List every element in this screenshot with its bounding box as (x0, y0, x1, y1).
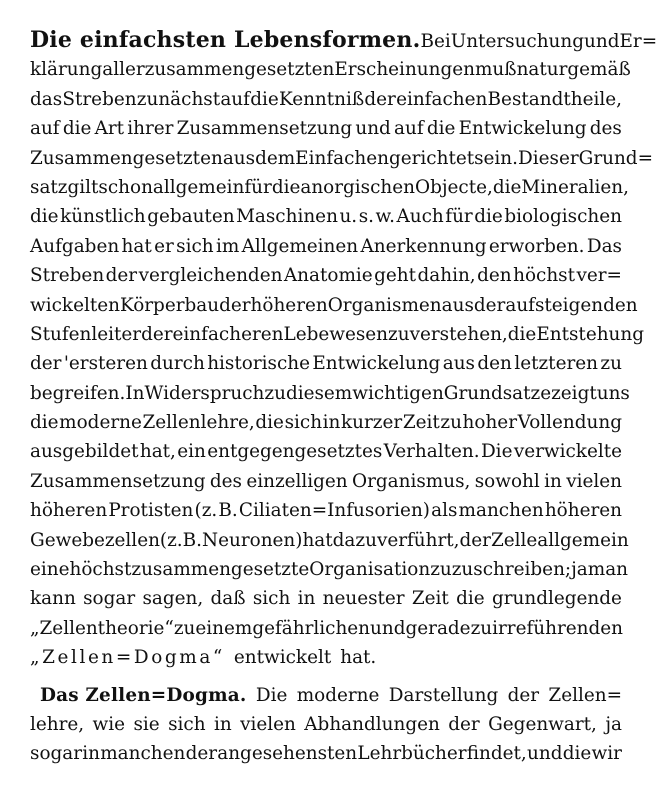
word: und (527, 743, 563, 765)
word: Entwickelung (458, 118, 587, 140)
word: und (584, 31, 620, 52)
word: s. (358, 206, 374, 228)
word: der (219, 294, 251, 316)
text-line (30, 55, 631, 84)
word: Grundsatze (443, 382, 552, 404)
word: zu (264, 382, 286, 404)
word: Neuronen) (202, 529, 303, 551)
word: findet, (466, 743, 527, 765)
word: zu (388, 323, 410, 345)
text-line (30, 681, 622, 710)
word: auf (30, 118, 60, 140)
word: vergleichenden (138, 265, 283, 287)
text-line-last (30, 643, 622, 672)
word: Untersuchung (450, 31, 585, 52)
word: B. (218, 500, 238, 522)
word: einzelligen (246, 470, 348, 492)
word: ein (177, 441, 206, 463)
word: Streben (62, 88, 137, 110)
word: höheren (30, 500, 108, 522)
text-line (30, 291, 638, 320)
word: er (154, 235, 174, 257)
word: Die (255, 684, 288, 706)
word: Streben (30, 265, 105, 287)
word: manchen (100, 743, 186, 765)
word: vielen (240, 713, 296, 735)
word: hat (302, 529, 333, 551)
word: Bestandtheile, (487, 88, 622, 110)
word: schon (98, 176, 153, 198)
word: moderne (296, 684, 380, 706)
word: Einfachen (295, 147, 389, 169)
word: aufsteigenden (505, 294, 638, 316)
word: die (492, 176, 522, 198)
word: Entstehung (536, 323, 645, 345)
word: Vollendung (517, 412, 622, 434)
word: zu (173, 617, 196, 639)
text-line (30, 349, 622, 378)
word: in (322, 412, 341, 434)
word: höheren (250, 294, 328, 316)
word: Zeit (411, 588, 449, 610)
word: geradezu (405, 617, 493, 639)
word: wickelten (30, 294, 120, 316)
paragraph-gap (30, 673, 622, 681)
word: naturgemäß (516, 59, 631, 81)
word: Das (586, 235, 622, 257)
text-line (30, 555, 629, 584)
word: u. (339, 206, 358, 228)
word: aller (102, 59, 145, 81)
word: historische (207, 353, 310, 375)
word: diesem (285, 382, 353, 404)
text-line (30, 614, 622, 643)
word: „Zellentheorie“ (30, 617, 174, 639)
word: Organismen (327, 294, 442, 316)
word: sich (176, 235, 214, 257)
word: der (448, 713, 480, 735)
word: daß (210, 588, 246, 610)
word: lehre, (30, 713, 85, 735)
word: und (370, 617, 406, 639)
word: Er= (619, 31, 657, 52)
word: (z. (194, 500, 218, 522)
word: Zusammensetzung (176, 118, 353, 140)
word: Kenntniß (278, 88, 365, 110)
word: die (250, 88, 279, 110)
word: Zusammensetzung (30, 470, 206, 492)
word: gefährlichen (252, 617, 371, 639)
text-line (30, 437, 622, 466)
word: allgemein (537, 529, 629, 551)
word: der (185, 743, 218, 765)
document-page (30, 26, 657, 769)
word: verstehen, (409, 323, 508, 345)
word: höheren (544, 500, 622, 522)
word: sich (284, 412, 323, 434)
word: Dieser (518, 147, 579, 169)
word: man (587, 559, 629, 581)
word: Entwickelung (312, 353, 441, 375)
word: „Zellen=Dogma“ (30, 647, 225, 669)
word: allgemein (152, 176, 245, 198)
word: durch (150, 353, 205, 375)
word: hoher (462, 412, 517, 434)
word: begreifen. (30, 382, 126, 404)
word: in (544, 470, 562, 492)
text-line (30, 26, 657, 55)
text-line (30, 496, 622, 525)
word: zuzuschreiben; (430, 559, 572, 581)
word: des (589, 118, 622, 140)
word: Zeit (402, 412, 440, 434)
word: letzteren (514, 353, 598, 375)
word: die (562, 743, 592, 765)
word: In (125, 382, 145, 404)
paragraph-cell-dogma (30, 681, 622, 769)
word: Auch (396, 206, 444, 228)
word: ihrer (127, 118, 174, 140)
word: dazu (332, 529, 377, 551)
word: im (215, 235, 240, 257)
word: und (355, 118, 391, 140)
word: Lebewesen (283, 323, 389, 345)
word: die (30, 206, 59, 228)
word: wichtigen (352, 382, 444, 404)
word: der (30, 353, 62, 375)
word: verführt, (376, 529, 460, 551)
word: wir (591, 743, 622, 765)
word: Die (480, 441, 513, 463)
word: der (141, 323, 173, 345)
text-line (30, 202, 622, 231)
word: B. (182, 529, 203, 551)
word: die (426, 118, 456, 140)
word: der (459, 529, 491, 551)
word: satz (30, 176, 68, 198)
word: sagen, (142, 588, 204, 610)
word: Zellen= (548, 684, 622, 706)
word: Aufgaben (30, 235, 120, 257)
word: die (62, 118, 92, 140)
word: Stufenleiter (30, 323, 142, 345)
word: Grund= (578, 147, 653, 169)
word: sowohl (474, 470, 540, 492)
word: Maschinen (236, 206, 338, 228)
word: (z. (159, 529, 183, 551)
word: neuester (322, 588, 405, 610)
word: Abhandlungen (304, 713, 440, 735)
text-line (30, 526, 629, 555)
word: ja (605, 713, 622, 735)
word: aus (442, 353, 475, 375)
word: für (445, 206, 473, 228)
word: auf (220, 88, 250, 110)
section-heading: Das Zellen=Dogma. (40, 684, 247, 706)
word: zeigt (551, 382, 597, 404)
word: die (507, 323, 537, 345)
word: vielen (566, 470, 622, 492)
text-line (30, 173, 629, 202)
word: Lehrbücher (357, 743, 467, 765)
text-line (30, 232, 622, 261)
text-line (30, 584, 622, 613)
word: Anerkennung (360, 235, 487, 257)
word: das (30, 88, 63, 110)
text-line (30, 467, 622, 496)
word: Objecte, (415, 176, 493, 198)
word: für (244, 176, 272, 198)
word: dahin, (417, 265, 476, 287)
word: der (473, 294, 506, 316)
word: klärung (30, 59, 103, 81)
text-line (30, 261, 622, 290)
text-line (30, 739, 622, 768)
word: Gegenwart, (488, 713, 597, 735)
word: Verhalten. (383, 441, 480, 463)
word: ver= (576, 265, 622, 287)
word: dem (255, 147, 296, 169)
word: geht (374, 265, 417, 287)
word: Widerspruch (144, 382, 265, 404)
word: einfacheren (172, 323, 284, 345)
section-heading: Die einfachsten Lebensformen. (30, 27, 421, 53)
word: kann (30, 588, 76, 610)
word: Art (94, 118, 125, 140)
text-line (30, 85, 622, 114)
word: die (456, 588, 485, 610)
word: hat (121, 235, 152, 257)
word: anorgischen (300, 176, 415, 198)
word: Gewebezellen (30, 529, 160, 551)
word: grundlegende (491, 588, 622, 610)
word: hat, (139, 441, 176, 463)
word: sie (133, 713, 160, 735)
word: Ciliaten=Infusorien) (238, 500, 430, 522)
word: aus (441, 294, 474, 316)
word: sogar (83, 588, 136, 610)
word: biologischen (504, 206, 622, 228)
word: einem (195, 617, 253, 639)
word: Allgemeinen (241, 235, 359, 257)
word: in (213, 713, 232, 735)
text-line (30, 408, 622, 437)
word: gebauten (147, 206, 235, 228)
word: auf (394, 118, 424, 140)
word: sich (252, 588, 291, 610)
word: entgegengesetztes (207, 441, 383, 463)
word: aus (222, 147, 256, 169)
word: Organismus, (352, 470, 471, 492)
text-line (30, 710, 622, 739)
word: gilt (67, 176, 99, 198)
word: den (477, 265, 512, 287)
word: künstlich (60, 206, 146, 228)
word: den (477, 353, 512, 375)
word: w. (375, 206, 395, 228)
word: entwickelt (233, 647, 332, 669)
word: einfachen (396, 88, 488, 110)
word: 'ersteren (63, 353, 148, 375)
word: zu (600, 353, 622, 375)
word: als (431, 500, 458, 522)
word: sich (168, 713, 206, 735)
word: moderne (59, 412, 142, 434)
word: Mineralien, (521, 176, 629, 198)
word: in (82, 743, 100, 765)
word: Körperbau (119, 294, 220, 316)
word: in (297, 588, 316, 610)
word: gerichtet (388, 147, 475, 169)
word: höchst (69, 559, 132, 581)
word: manchen (458, 500, 544, 522)
word: angesehensten (217, 743, 358, 765)
word: zu (440, 412, 462, 434)
word: der (105, 265, 138, 287)
word: Zellenlehre, (142, 412, 255, 434)
word: höchst (513, 265, 575, 287)
word: der (364, 88, 396, 110)
word: zusammengesetzten (144, 59, 335, 81)
word: Zelle (490, 529, 538, 551)
word: Anatomie (283, 265, 373, 287)
paragraph-simplest-life-forms (30, 26, 657, 673)
text-line (30, 114, 622, 143)
word: wie (92, 713, 126, 735)
word: muß (474, 59, 517, 81)
word: sogar (30, 743, 83, 765)
text-line (30, 320, 645, 349)
word: die (255, 412, 284, 434)
word: eine (30, 559, 70, 581)
word: die (30, 412, 59, 434)
word: Darstellung (388, 684, 499, 706)
word: erworben. (488, 235, 585, 257)
word: die (474, 206, 503, 228)
word: uns (596, 382, 630, 404)
word: Zusammengesetzten (30, 147, 223, 169)
word: Erscheinungen (334, 59, 475, 81)
word: die (271, 176, 301, 198)
word: Bei (420, 31, 451, 52)
word: Organisation (309, 559, 431, 581)
text-line (30, 144, 653, 173)
word: des (209, 470, 242, 492)
word: ausgebildet (30, 441, 139, 463)
word: irreführenden (492, 617, 623, 639)
word: kurzer (341, 412, 403, 434)
text-line (30, 379, 630, 408)
word: zunächst (136, 88, 221, 110)
word: Protisten (108, 500, 194, 522)
word: der (507, 684, 540, 706)
word: ja (571, 559, 588, 581)
word: verwickelte (513, 441, 622, 463)
word: sein. (474, 147, 519, 169)
word: hat. (340, 647, 377, 669)
word: zusammengesetzte (131, 559, 310, 581)
